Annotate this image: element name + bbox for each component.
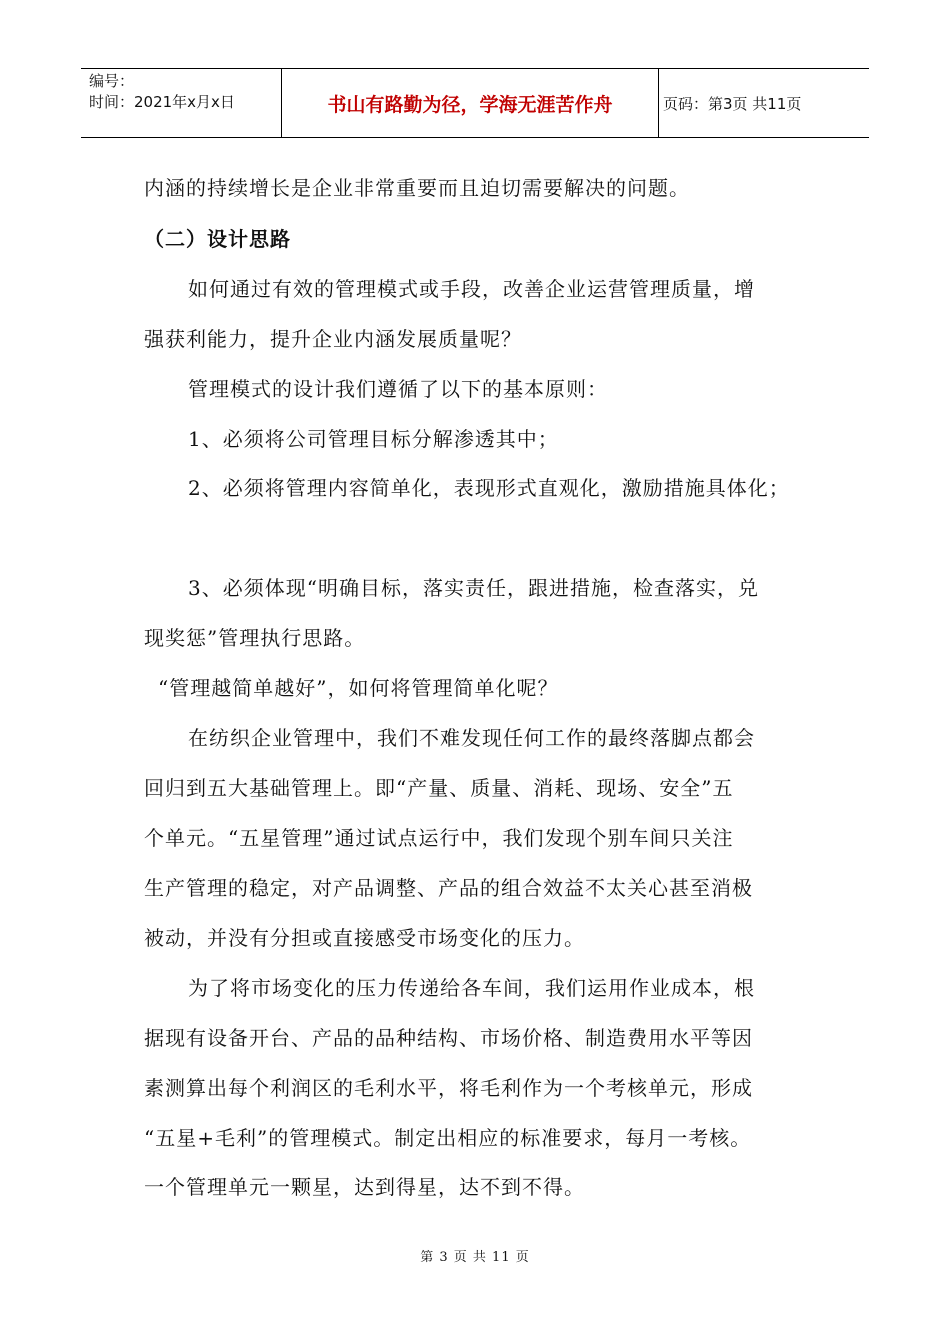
quote-line: “管理越简单越好”，如何将管理简单化呢？	[158, 676, 559, 700]
paragraph-line: 为了将市场变化的压力传递给各车间，我们运用作业成本，根	[188, 976, 755, 1000]
section-heading: （二）设计思路	[144, 227, 291, 251]
paragraph-line: 在纺织企业管理中，我们不难发现任何工作的最终落脚点都会	[188, 726, 755, 750]
paragraph-line: 据现有设备开台、产品的品种结构、市场价格、制造费用水平等因	[144, 1026, 753, 1050]
time-label: 时间：2021年x月x日	[89, 93, 235, 111]
paragraph-line: 一个管理单元一颗星，达到得星，达不到不得。	[144, 1175, 585, 1199]
paragraph-line: 回归到五大基础管理上。即“产量、质量、消耗、现场、安全”五	[144, 776, 734, 800]
list-item: 3、必须体现“明确目标，落实责任，跟进措施，检查落实，兑	[188, 576, 759, 600]
list-item: 1、必须将公司管理目标分解渗透其中；	[188, 427, 559, 451]
paragraph-line: 生产管理的稳定，对产品调整、产品的组合效益不太关心甚至消极	[144, 876, 753, 900]
paragraph-line: “五星+毛利”的管理模式。制定出相应的标准要求，每月一考核。	[144, 1126, 752, 1150]
number-label: 编号：	[89, 72, 135, 90]
header-page-info: 页码：第3页 共11页	[663, 94, 802, 113]
paragraph-line: 素测算出每个利润区的毛利水平，将毛利作为一个考核单元，形成	[144, 1076, 753, 1100]
paragraph-line: 被动，并没有分担或直接感受市场变化的压力。	[144, 926, 585, 950]
paragraph-line: 个单元。“五星管理”通过试点运行中，我们发现个别车间只关注	[144, 826, 734, 850]
paragraph-line: 强获利能力，提升企业内涵发展质量呢？	[144, 327, 522, 351]
paragraph-line: 如何通过有效的管理模式或手段，改善企业运营管理质量，增	[188, 277, 755, 301]
paragraph-line: 内涵的持续增长是企业非常重要而且迫切需要解决的问题。	[144, 176, 690, 200]
list-item-continuation: 现奖惩”管理执行思路。	[144, 626, 366, 650]
page-header	[81, 68, 869, 138]
paragraph-line: 管理模式的设计我们遵循了以下的基本原则：	[188, 377, 608, 401]
page-footer: 第 3 页 共 11 页	[420, 1250, 530, 1265]
header-meta	[81, 69, 282, 137]
header-motto: 书山有路勤为径，学海无涯苦作舟	[282, 69, 659, 137]
list-item: 2、必须将管理内容简单化，表现形式直观化，激励措施具体化；	[188, 476, 790, 500]
